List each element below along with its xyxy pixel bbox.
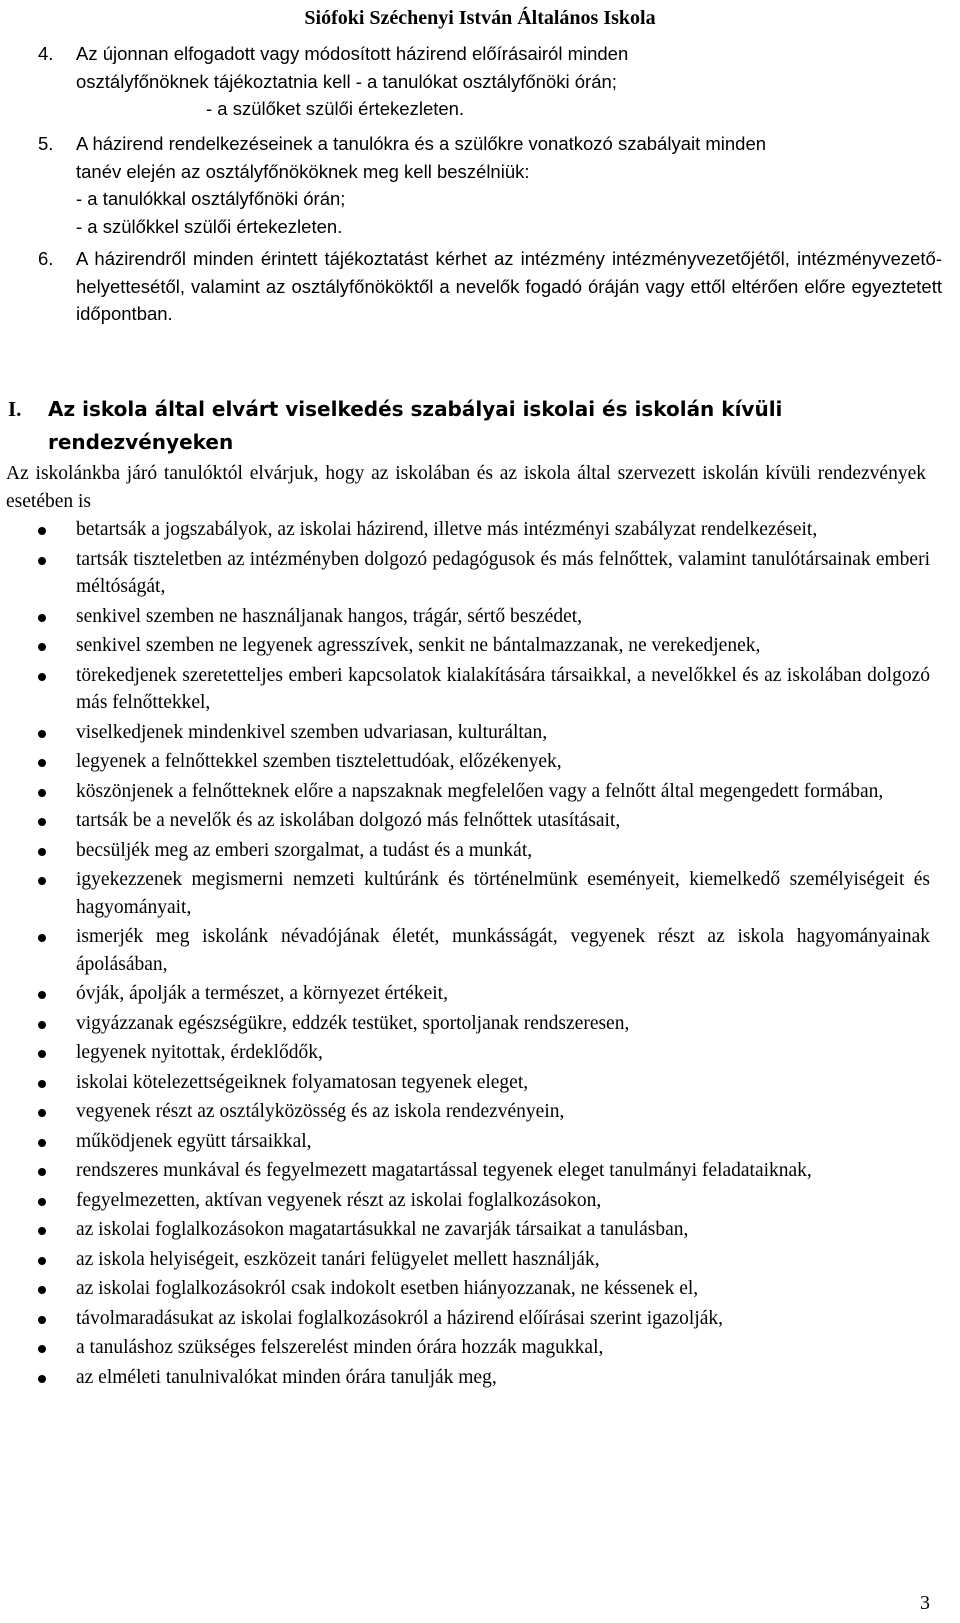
bullet-item <box>0 603 930 631</box>
section-number: I. <box>8 397 22 421</box>
item-body <box>76 40 942 123</box>
bullet-text: tartsák tiszteletben az intézményben dolgozó pedagógusok és más felnőttek, valamint tanulótársainak emberi méltóságát, <box>76 548 930 597</box>
bullet-dot-icon <box>38 934 46 942</box>
bullet-text: az iskola helyiségeit, eszközeit tanári felügyelet mellett használják, <box>76 1248 600 1270</box>
bullet-dot-icon <box>38 789 46 797</box>
bullet-text: rendszeres munkával és fegyelmezett magatartással tegyenek eleget tanulmányi feladataiknak, <box>76 1160 812 1181</box>
item-line: osztályfőnöknek tájékoztatnia kell - a tanulókat osztályfőnöki órán; <box>76 70 617 92</box>
bullet-item <box>0 1364 930 1392</box>
numbered-item-4 <box>38 40 942 123</box>
bullet-text: senkivel szemben ne használjanak hangos, trágár, sértő beszédet, <box>76 605 583 627</box>
bullet-item <box>0 1275 930 1303</box>
bullet-dot-icon <box>38 1257 46 1265</box>
bullet-dot-icon <box>38 1227 46 1235</box>
bullet-item <box>0 632 930 660</box>
bullet-item <box>0 662 930 717</box>
item-line: - a tanulókkal osztályfőnöki órán; <box>76 188 346 209</box>
bullet-item <box>0 923 930 978</box>
bullet-text: fegyelmezetten, aktívan vegyenek részt az iskolai foglalkozásokon, <box>76 1189 602 1211</box>
bullet-text: betartsák a jogszabályok, az iskolai házirend, illetve más intézményi szabályzat rendelkezéseit, <box>76 519 818 540</box>
bullet-text: senkivel szemben ne legyenek agresszívek, senkit ne bántalmazzanak, ne verekedjenek, <box>76 635 761 656</box>
bullet-dot-icon <box>38 1345 46 1353</box>
bullet-dot-icon <box>38 991 46 999</box>
intro-paragraph <box>6 460 926 515</box>
item-line: - a szülőkkel szülői értekezleten. <box>76 215 343 237</box>
bullet-item <box>0 980 930 1008</box>
bullet-item <box>0 866 930 921</box>
bullet-dot-icon <box>38 1109 46 1117</box>
bullet-item <box>0 1039 930 1067</box>
bullet-text: a tanuláshoz szükséges felszerelést minden órára hozzák magukkal, <box>76 1337 604 1358</box>
bullet-dot-icon <box>38 1286 46 1294</box>
item-line: tanév elején az osztályfőnököknek meg kell beszélniük: <box>76 160 530 182</box>
bullet-dot-icon <box>38 557 46 565</box>
bullet-text: viselkedjenek mindenkivel szemben udvariasan, kulturáltan, <box>76 721 548 743</box>
bullet-item <box>0 1010 930 1038</box>
bullet-dot-icon <box>38 527 46 535</box>
bullet-dot-icon <box>38 848 46 856</box>
bullet-dot-icon <box>38 1139 46 1147</box>
bullet-list <box>0 516 930 1393</box>
bullet-dot-icon <box>38 1080 46 1088</box>
bullet-dot-icon <box>38 614 46 622</box>
bullet-text: ismerjék meg iskolánk névadójának életét, munkásságát, vegyenek részt az iskola hagyományainak ápolásában, <box>76 926 930 975</box>
bullet-text: köszönjenek a felnőtteknek előre a napszaknak megfelelően vagy a felnőtt által megengedett formában, <box>76 780 884 802</box>
item-line: A házirend rendelkezéseinek a tanulókra és a szülőkre vonatkozó szabályait minden <box>76 133 767 154</box>
numbered-item-5 <box>38 130 942 240</box>
bullet-dot-icon <box>38 730 46 738</box>
item-number: 5. <box>38 133 54 154</box>
bullet-item <box>0 1305 930 1333</box>
item-line: - a szülőket szülői értekezleten. <box>206 98 465 119</box>
bullet-item <box>0 546 930 601</box>
bullet-text: becsüljék meg az emberi szorgalmat, a tudást és a munkát, <box>76 839 533 861</box>
bullet-dot-icon <box>38 673 46 681</box>
bullet-dot-icon <box>38 818 46 826</box>
item-line: Az újonnan elfogadott vagy módosított házirend előírásairól minden <box>76 43 629 64</box>
bullet-item <box>0 748 930 776</box>
intro-text: Az iskolánkba járó tanulóktól elvárjuk, hogy az iskolában és az iskola által szervezett iskolán kívüli rendezvények esetében is <box>6 463 926 512</box>
bullet-dot-icon <box>38 643 46 651</box>
bullet-text: legyenek nyitottak, érdeklődők, <box>76 1042 323 1063</box>
bullet-item <box>0 1098 930 1126</box>
bullet-dot-icon <box>38 1021 46 1029</box>
bullet-dot-icon <box>38 1375 46 1383</box>
section-heading <box>8 393 938 459</box>
bullet-text: óvják, ápolják a természet, a környezet értékeit, <box>76 983 448 1004</box>
bullet-text: iskolai kötelezettségeiknek folyamatosan tegyenek eleget, <box>76 1071 529 1093</box>
bullet-dot-icon <box>38 877 46 885</box>
bullet-item <box>0 1246 930 1274</box>
bullet-text: tartsák be a nevelők és az iskolában dolgozó más felnőttek utasításait, <box>76 810 621 831</box>
page-number: 3 <box>920 1592 930 1614</box>
bullet-item <box>0 778 930 806</box>
bullet-text: működjenek együtt társaikkal, <box>76 1130 312 1152</box>
bullet-text: az iskolai foglalkozásokon magatartásukkal ne zavarják társaikat a tanulásban, <box>76 1219 689 1240</box>
bullet-item <box>0 516 930 544</box>
bullet-item <box>0 719 930 747</box>
numbered-item-6 <box>38 245 942 328</box>
section-title-line2: rendezvényeken <box>48 430 234 454</box>
item-number: 6. <box>38 248 54 269</box>
bullet-item <box>0 1128 930 1156</box>
bullet-text: vigyázzanak egészségükre, eddzék testüket, sportoljanak rendszeresen, <box>76 1012 630 1034</box>
bullet-text: az elméleti tanulnivalókat minden órára tanulják meg, <box>76 1366 497 1388</box>
bullet-item <box>0 1069 930 1097</box>
item-number: 4. <box>38 43 54 64</box>
bullet-text: törekedjenek szeretetteljes emberi kapcsolatok kialakítására társaikkal, a nevelőkkel és az iskolában dolgozó más felnőttekkel, <box>76 664 930 713</box>
bullet-item <box>0 1187 930 1215</box>
bullet-item <box>0 807 930 835</box>
bullet-item <box>0 1334 930 1362</box>
bullet-text: az iskolai foglalkozásokról csak indokolt esetben hiányozzanak, ne késsenek el, <box>76 1278 699 1299</box>
bullet-item <box>0 837 930 865</box>
bullet-dot-icon <box>38 1168 46 1176</box>
bullet-item <box>0 1157 930 1185</box>
item-body: A házirendről minden érintett tájékoztatást kérhet az intézmény intézményvezetőjétől, intézményvezető-helyettesétől, valamint az osztályfőnököktől a nevelők fogadó óráján vagy ettől eltérően előre egyeztetett időpontban. <box>76 248 942 324</box>
bullet-text: legyenek a felnőttekkel szemben tisztelettudóak, előzékenyek, <box>76 751 562 772</box>
bullet-text: távolmaradásukat az iskolai foglalkozásokról a házirend előírásai szerint igazolják, <box>76 1307 724 1329</box>
bullet-dot-icon <box>38 1198 46 1206</box>
page-header: Siófoki Széchenyi István Általános Iskola <box>304 7 656 29</box>
bullet-text: igyekezzenek megismerni nemzeti kultúránk és történelmünk eseményeit, kiemelkedő személyiségeit és hagyományait, <box>76 869 930 918</box>
bullet-text: vegyenek részt az osztályközösség és az iskola rendezvényein, <box>76 1101 565 1122</box>
bullet-item <box>0 1216 930 1244</box>
section-title-line1: Az iskola által elvárt viselkedés szabályai iskolai és iskolán kívüli <box>48 397 783 421</box>
item-body <box>76 130 942 240</box>
bullet-dot-icon <box>38 759 46 767</box>
bullet-dot-icon <box>38 1050 46 1058</box>
bullet-dot-icon <box>38 1316 46 1324</box>
